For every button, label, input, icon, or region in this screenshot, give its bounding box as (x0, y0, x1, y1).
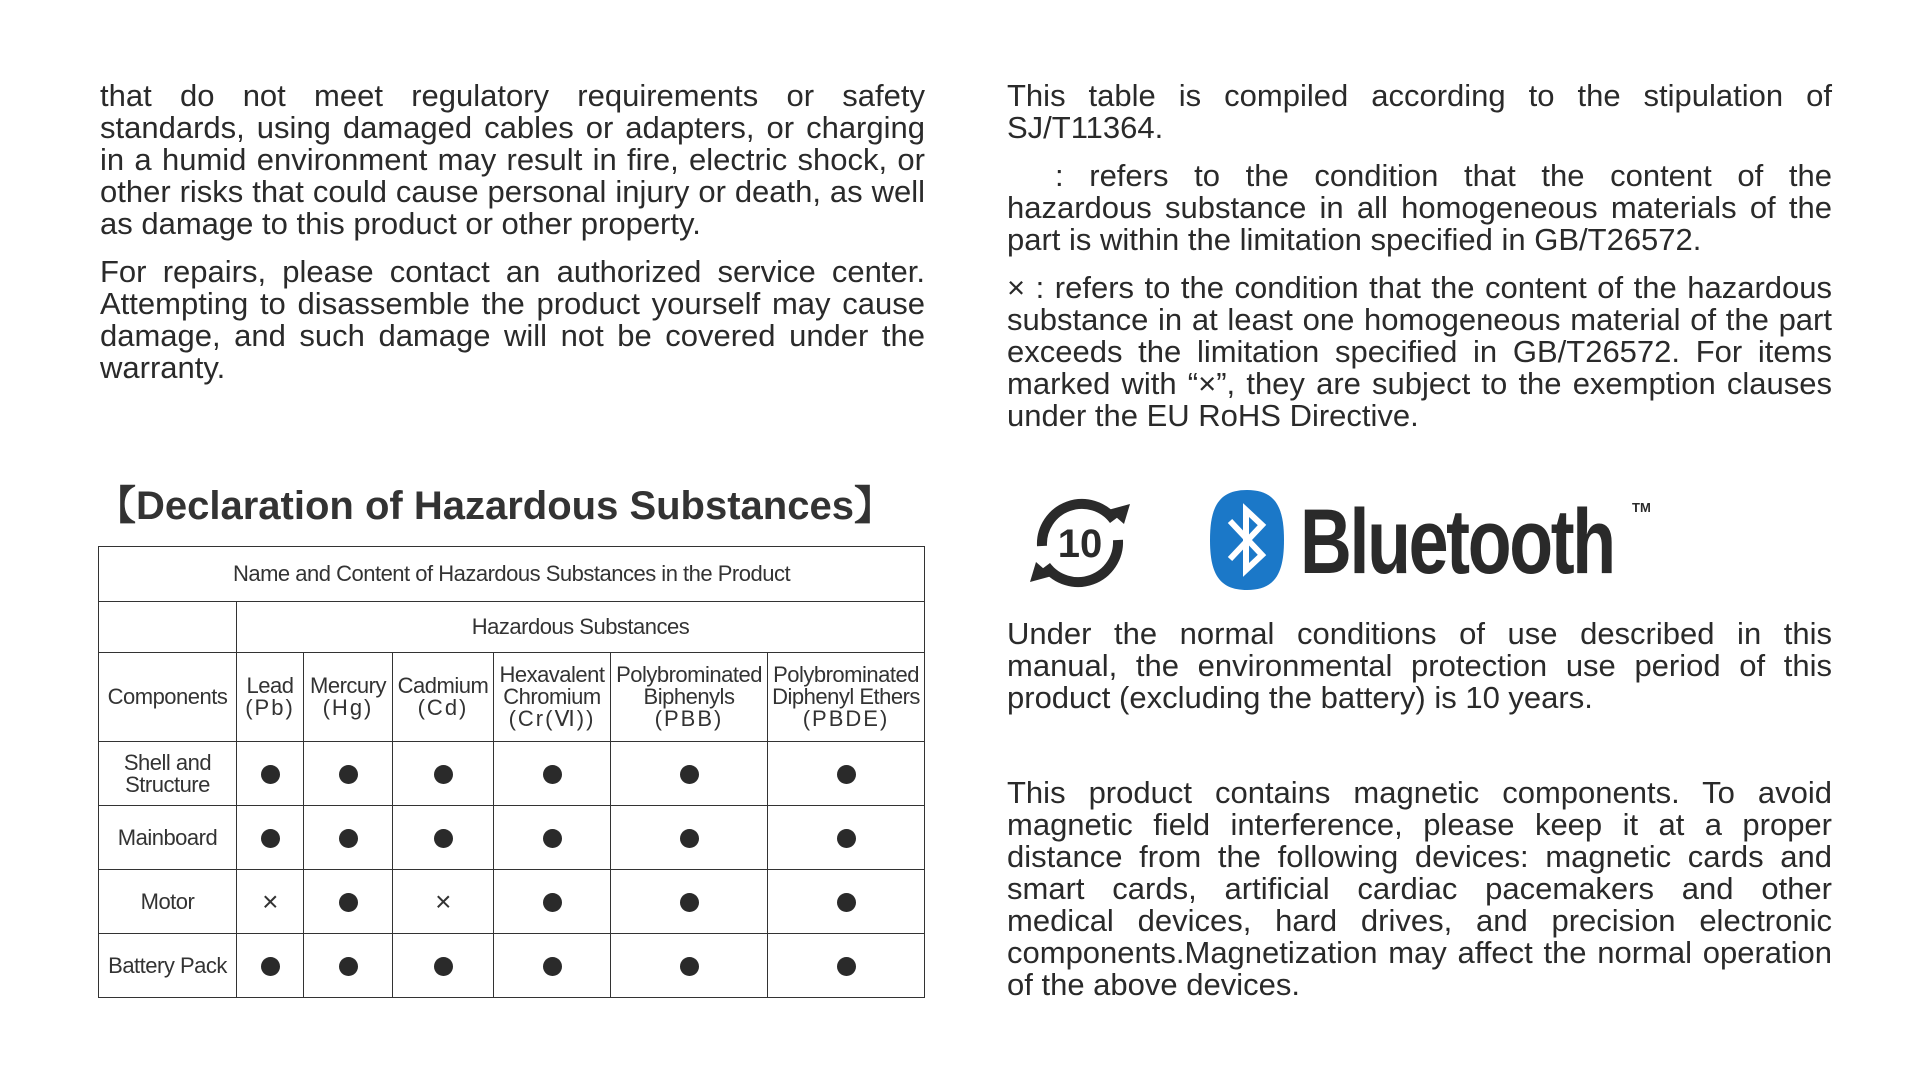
compliant-dot-icon (434, 765, 453, 784)
compiled-statement: This table is compiled according to the stipulation of SJ/T11364. (1007, 78, 1832, 145)
cross-symbol: × (1007, 270, 1026, 305)
value-cell (237, 870, 304, 934)
value-cell (768, 934, 925, 998)
group-header: Hazardous Substances (237, 602, 925, 653)
compliant-dot-icon (837, 829, 856, 848)
compliant-dot-icon (680, 957, 699, 976)
value-cell (611, 934, 768, 998)
table-title: Name and Content of Hazardous Substances in the Product (99, 547, 925, 602)
environment-period-text: Under the normal conditions of use described in this manual, the environmental protection use period of this product (excluding the battery) is 10 years. (1007, 616, 1832, 715)
value-cell (494, 870, 611, 934)
right-column (1007, 80, 1832, 432)
value-cell (768, 806, 925, 870)
value-cell (237, 742, 304, 806)
col-header-lead: Lead (Pb) (237, 653, 304, 742)
table-row (99, 934, 925, 998)
compliant-dot-icon (339, 957, 358, 976)
component-cell: Motor (99, 870, 237, 934)
trademark-symbol: TM (1632, 500, 1651, 515)
compliant-dot-icon (261, 829, 280, 848)
value-cell (494, 742, 611, 806)
compliant-dot-icon (261, 957, 280, 976)
component-cell: Battery Pack (99, 934, 237, 998)
value-cell (393, 742, 494, 806)
value-cell (494, 806, 611, 870)
value-cell (304, 742, 393, 806)
compliant-dot-icon (680, 893, 699, 912)
compliant-dot-icon (543, 765, 562, 784)
compliant-dot-icon (837, 957, 856, 976)
compliant-dot-icon (680, 765, 699, 784)
exceeds-cross-icon: × (435, 885, 451, 917)
value-cell (237, 806, 304, 870)
table-row (99, 806, 925, 870)
legend-dot-definition: : refers to the condition that the content of the hazardous substance in all homogeneous materials of the part is within the limitation specified in GB/T26572. (1007, 158, 1832, 257)
components-header: Components (99, 653, 237, 742)
exceeds-cross-icon: × (262, 885, 278, 917)
compliant-dot-icon (543, 957, 562, 976)
value-cell (611, 870, 768, 934)
col-header-pbde: Polybrominated Diphenyl Ethers (PBDE) (768, 653, 925, 742)
compliant-dot-icon (434, 829, 453, 848)
compliant-dot-icon (837, 765, 856, 784)
logo-number: 10 (1057, 522, 1103, 566)
declaration-heading: 【Declaration of Hazardous Substances】 (96, 484, 894, 528)
value-cell (611, 806, 768, 870)
environment-period-section (1007, 618, 1832, 714)
value-cell (768, 742, 925, 806)
environmental-period-10-icon (1020, 488, 1140, 598)
value-cell (304, 806, 393, 870)
component-cell: Mainboard (99, 806, 237, 870)
value-cell (768, 870, 925, 934)
compliant-dot-icon (339, 765, 358, 784)
compliant-dot-icon (543, 893, 562, 912)
compliant-dot-icon (339, 893, 358, 912)
logos-row (1020, 488, 1651, 598)
hazardous-substances-table (98, 546, 925, 998)
value-cell (237, 934, 304, 998)
col-header-cadmium: Cadmium (Cd) (393, 653, 494, 742)
compliant-dot-icon (434, 957, 453, 976)
col-header-mercury: Mercury (Hg) (304, 653, 393, 742)
compliant-dot-icon (339, 829, 358, 848)
bluetooth-wordmark: Bluetooth (1300, 491, 1614, 593)
col-header-chromium: Hexavalent Chromium (Cr(Ⅵ)) (494, 653, 611, 742)
value-cell (304, 934, 393, 998)
value-cell (393, 870, 494, 934)
table-row (99, 742, 925, 806)
safety-paragraph: that do not meet regulatory requirements or safety standards, using damaged cables or adapters, or charging in a humid environment may result in fire, electric shock, or other risks that could cause personal injury or death, as well as damage to this product or other property. (100, 78, 925, 241)
bluetooth-icon (1206, 488, 1288, 592)
value-cell (611, 742, 768, 806)
component-cell: Shell and Structure (99, 742, 237, 806)
value-cell (494, 934, 611, 998)
table-row (99, 870, 925, 934)
value-cell (393, 806, 494, 870)
magnetic-warning-text: This product contains magnetic components. To avoid magnetic field interference, please keep it at a proper distance from the following devices: magnetic cards and smart cards, artificial cardiac pacemakers and other medical devices, hard drives, and precision electronic components.Magnetization may affect the normal operation of the above devices. (1007, 775, 1832, 1002)
col-header-pbb: Polybrominated Biphenyls (PBB) (611, 653, 768, 742)
magnetic-warning-section (1007, 777, 1832, 1001)
compliant-dot-icon (261, 765, 280, 784)
repair-paragraph: For repairs, please contact an authorized service center. Attempting to disassemble the product yourself may cause damage, and such damage will not be covered under the warranty. (100, 254, 925, 385)
blank-cell (99, 602, 237, 653)
left-column (100, 80, 925, 384)
compliant-dot-icon (543, 829, 562, 848)
value-cell (304, 870, 393, 934)
compliant-dot-icon (680, 829, 699, 848)
value-cell (393, 934, 494, 998)
compliant-dot-icon (837, 893, 856, 912)
legend-cross-definition: × : refers to the condition that the content of the hazardous substance in at least one homogeneous material of the part exceeds the limitation specified in GB/T26572. For items marked with “×”, they are subject to the exemption clauses under the EU RoHS Directive. (1007, 270, 1832, 433)
